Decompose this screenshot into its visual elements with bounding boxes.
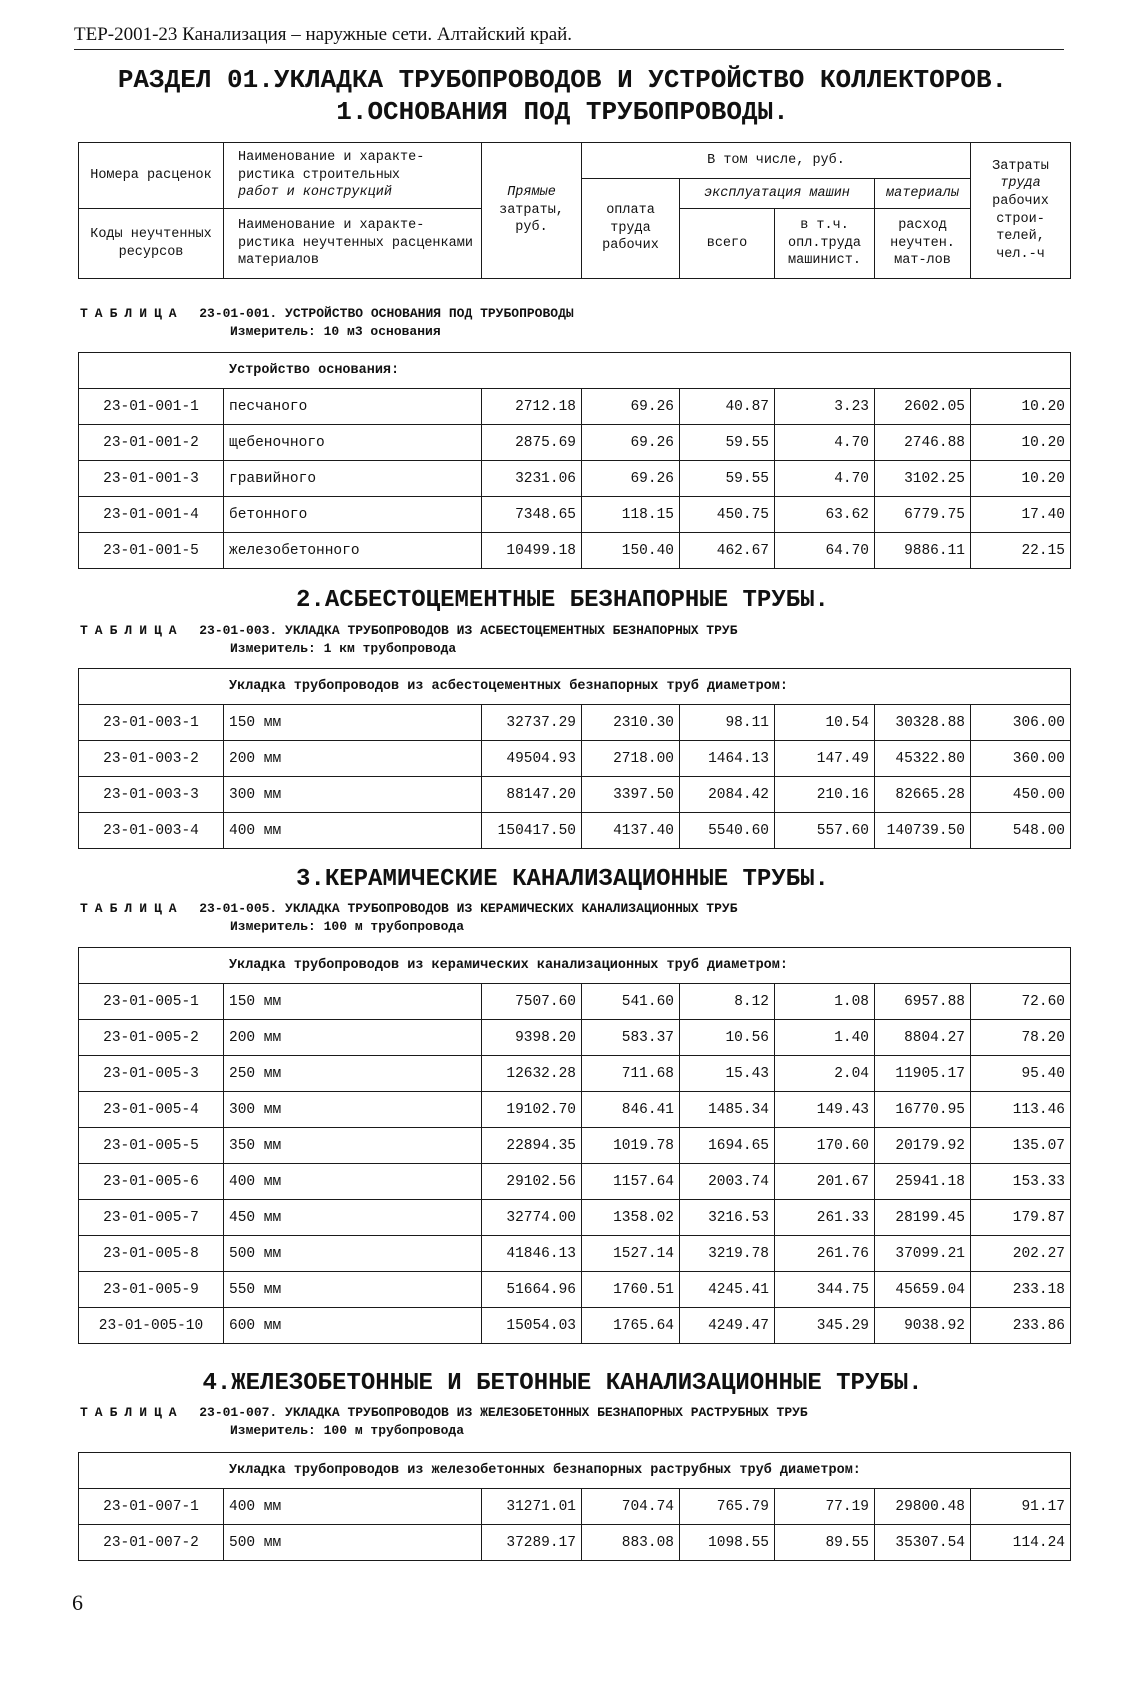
table-row	[79, 1056, 1071, 1092]
table-row	[79, 1200, 1071, 1236]
hdr-kody: Коды неучтенных ресурсов	[79, 209, 224, 279]
value-cell: 6779.75	[875, 497, 971, 533]
rate-code: 23-01-001-5	[79, 533, 224, 569]
table-row	[79, 533, 1071, 569]
table-row	[79, 1308, 1071, 1344]
value-cell: 150.40	[582, 533, 680, 569]
value-cell: 82665.28	[875, 777, 971, 813]
table-row	[79, 1489, 1071, 1525]
value-cell: 10.54	[775, 705, 875, 741]
rate-code: 23-01-005-5	[79, 1128, 224, 1164]
value-cell: 22.15	[971, 533, 1071, 569]
value-cell: 3216.53	[680, 1200, 775, 1236]
value-cell: 10499.18	[482, 533, 582, 569]
value-cell: 28199.45	[875, 1200, 971, 1236]
hdr-zatraty: Затраты труда рабочих строи- телей, чел.-ч	[971, 143, 1071, 279]
hdr-naimen2: Наименование и характе- ристика неучтенных расценками материалов	[224, 209, 482, 279]
rate-code: 23-01-005-4	[79, 1092, 224, 1128]
rate-code: 23-01-001-2	[79, 425, 224, 461]
table-row	[79, 497, 1071, 533]
value-cell: 25941.18	[875, 1164, 971, 1200]
rate-code: 23-01-001-1	[79, 389, 224, 425]
value-cell: 3.23	[775, 389, 875, 425]
rate-code: 23-01-005-8	[79, 1236, 224, 1272]
value-cell: 233.86	[971, 1308, 1071, 1344]
rate-code: 23-01-007-1	[79, 1489, 224, 1525]
value-cell: 345.29	[775, 1308, 875, 1344]
value-cell: 541.60	[582, 984, 680, 1020]
work-description: 600 мм	[224, 1308, 482, 1344]
table-row	[79, 705, 1071, 741]
table-row	[79, 1092, 1071, 1128]
value-cell: 1694.65	[680, 1128, 775, 1164]
value-cell: 2746.88	[875, 425, 971, 461]
subsection-title: 2.АСБЕСТОЦЕМЕНТНЫЕ БЕЗНАПОРНЫЕ ТРУБЫ.	[296, 587, 829, 614]
value-cell: 59.55	[680, 461, 775, 497]
table-row	[79, 1128, 1071, 1164]
value-cell: 140739.50	[875, 813, 971, 849]
value-cell: 4.70	[775, 425, 875, 461]
table-caption: ТАБЛИЦА 23-01-005. УКЛАДКА ТРУБОПРОВОДОВ ИЗ КЕРАМИЧЕСКИХ КАНАЛИЗАЦИОННЫХ ТРУБ Измеритель: 100 м трубопровода	[80, 901, 738, 934]
value-cell: 10.20	[971, 425, 1071, 461]
value-cell: 233.18	[971, 1272, 1071, 1308]
work-description: 500 мм	[224, 1525, 482, 1561]
value-cell: 15054.03	[482, 1308, 582, 1344]
value-cell: 9398.20	[482, 1020, 582, 1056]
value-cell: 202.27	[971, 1236, 1071, 1272]
value-cell: 40.87	[680, 389, 775, 425]
rate-code: 23-01-007-2	[79, 1525, 224, 1561]
value-cell: 45659.04	[875, 1272, 971, 1308]
hdr-rashod: расход неучтен. мат-лов	[875, 209, 971, 279]
rates-table-23-01-007	[78, 1452, 1071, 1561]
rate-code: 23-01-003-3	[79, 777, 224, 813]
value-cell: 3102.25	[875, 461, 971, 497]
work-description: 450 мм	[224, 1200, 482, 1236]
section-title	[0, 64, 1125, 128]
table-row	[79, 1272, 1071, 1308]
table-row	[79, 1525, 1071, 1561]
value-cell: 4245.41	[680, 1272, 775, 1308]
value-cell: 1157.64	[582, 1164, 680, 1200]
table-measure: Измеритель: 100 м трубопровода	[230, 1423, 465, 1438]
value-cell: 95.40	[971, 1056, 1071, 1092]
hdr-v-tom-chisle: В том числе, руб.	[582, 143, 971, 179]
value-cell: 360.00	[971, 741, 1071, 777]
work-description: 150 мм	[224, 705, 482, 741]
rate-code: 23-01-003-1	[79, 705, 224, 741]
value-cell: 9886.11	[875, 533, 971, 569]
value-cell: 8804.27	[875, 1020, 971, 1056]
subsection-title: 3.КЕРАМИЧЕСКИЕ КАНАЛИЗАЦИОННЫЕ ТРУБЫ.	[296, 866, 829, 893]
value-cell: 2084.42	[680, 777, 775, 813]
work-description: 400 мм	[224, 1164, 482, 1200]
value-cell: 450.75	[680, 497, 775, 533]
value-cell: 89.55	[775, 1525, 875, 1561]
value-cell: 1358.02	[582, 1200, 680, 1236]
work-description: 300 мм	[224, 1092, 482, 1128]
value-cell: 49504.93	[482, 741, 582, 777]
table-caption: ТАБЛИЦА 23-01-007. УКЛАДКА ТРУБОПРОВОДОВ ИЗ ЖЕЛЕЗОБЕТОННЫХ БЕЗНАПОРНЫХ РАСТРУБНЫХ ТРУБ Измеритель: 100 м трубопровода	[80, 1405, 808, 1438]
value-cell: 261.76	[775, 1236, 875, 1272]
value-cell: 22894.35	[482, 1128, 582, 1164]
value-cell: 51664.96	[482, 1272, 582, 1308]
value-cell: 583.37	[582, 1020, 680, 1056]
value-cell: 12632.28	[482, 1056, 582, 1092]
value-cell: 261.33	[775, 1200, 875, 1236]
value-cell: 846.41	[582, 1092, 680, 1128]
value-cell: 1.08	[775, 984, 875, 1020]
value-cell: 29102.56	[482, 1164, 582, 1200]
value-cell: 17.40	[971, 497, 1071, 533]
work-description: 350 мм	[224, 1128, 482, 1164]
value-cell: 59.55	[680, 425, 775, 461]
value-cell: 10.20	[971, 461, 1071, 497]
value-cell: 41846.13	[482, 1236, 582, 1272]
hdr-materialy: материалы	[875, 179, 971, 209]
table-row	[79, 1020, 1071, 1056]
value-cell: 2712.18	[482, 389, 582, 425]
hdr-naimen-italic: работ и конструкций	[238, 185, 392, 201]
table-subheading: Устройство основания:	[79, 353, 1071, 389]
value-cell: 2310.30	[582, 705, 680, 741]
hdr-nomera: Номера расценок	[79, 143, 224, 209]
table-subheading-row	[79, 353, 1071, 389]
table-row	[79, 1164, 1071, 1200]
value-cell: 1765.64	[582, 1308, 680, 1344]
hdr-v-t-ch: в т.ч. опл.труда машинист.	[775, 209, 875, 279]
value-cell: 11905.17	[875, 1056, 971, 1092]
value-cell: 704.74	[582, 1489, 680, 1525]
value-cell: 883.08	[582, 1525, 680, 1561]
work-description: 300 мм	[224, 777, 482, 813]
value-cell: 2875.69	[482, 425, 582, 461]
value-cell: 113.46	[971, 1092, 1071, 1128]
value-cell: 98.11	[680, 705, 775, 741]
rates-table-23-01-005	[78, 947, 1071, 1344]
value-cell: 69.26	[582, 461, 680, 497]
value-cell: 4137.40	[582, 813, 680, 849]
rate-code: 23-01-005-1	[79, 984, 224, 1020]
rate-code: 23-01-005-6	[79, 1164, 224, 1200]
value-cell: 3219.78	[680, 1236, 775, 1272]
value-cell: 45322.80	[875, 741, 971, 777]
table-row	[79, 984, 1071, 1020]
work-description: песчаного	[224, 389, 482, 425]
rate-code: 23-01-005-2	[79, 1020, 224, 1056]
value-cell: 10.20	[971, 389, 1071, 425]
table-measure: Измеритель: 10 м3 основания	[230, 324, 441, 339]
value-cell: 30328.88	[875, 705, 971, 741]
section-title-line1: РАЗДЕЛ 01.УКЛАДКА ТРУБОПРОВОДОВ И УСТРОЙСТВО КОЛЛЕКТОРОВ.	[117, 65, 1008, 95]
subsection-title: 4.ЖЕЛЕЗОБЕТОННЫЕ И БЕТОННЫЕ КАНАЛИЗАЦИОННЫЕ ТРУБЫ.	[202, 1370, 923, 1397]
value-cell: 114.24	[971, 1525, 1071, 1561]
value-cell: 35307.54	[875, 1525, 971, 1561]
work-description: 400 мм	[224, 1489, 482, 1525]
work-description: железобетонного	[224, 533, 482, 569]
column-header-table	[78, 142, 1071, 279]
value-cell: 91.17	[971, 1489, 1071, 1525]
table-subheading: Укладка трубопроводов из асбестоцементных безнапорных труб диаметром:	[79, 669, 1071, 705]
running-header: ТЕР-2001-23 Канализация – наружные сети. Алтайский край.	[74, 24, 1064, 50]
value-cell: 150417.50	[482, 813, 582, 849]
table-row	[79, 389, 1071, 425]
value-cell: 2003.74	[680, 1164, 775, 1200]
value-cell: 31271.01	[482, 1489, 582, 1525]
value-cell: 88147.20	[482, 777, 582, 813]
value-cell: 1464.13	[680, 741, 775, 777]
table-subheading: Укладка трубопроводов из железобетонных безнапорных раструбных труб диаметром:	[79, 1453, 1071, 1489]
rate-code: 23-01-005-9	[79, 1272, 224, 1308]
value-cell: 201.67	[775, 1164, 875, 1200]
table-subheading-row	[79, 669, 1071, 705]
table-row	[79, 777, 1071, 813]
value-cell: 5540.60	[680, 813, 775, 849]
value-cell: 1485.34	[680, 1092, 775, 1128]
value-cell: 8.12	[680, 984, 775, 1020]
hdr-vsego: всего	[680, 209, 775, 279]
rate-code: 23-01-005-3	[79, 1056, 224, 1092]
value-cell: 170.60	[775, 1128, 875, 1164]
value-cell: 4249.47	[680, 1308, 775, 1344]
work-description: 400 мм	[224, 813, 482, 849]
value-cell: 77.19	[775, 1489, 875, 1525]
table-row	[79, 461, 1071, 497]
value-cell: 462.67	[680, 533, 775, 569]
work-description: 200 мм	[224, 1020, 482, 1056]
rates-table-23-01-001	[78, 352, 1071, 569]
value-cell: 7507.60	[482, 984, 582, 1020]
table-row	[79, 1236, 1071, 1272]
value-cell: 32774.00	[482, 1200, 582, 1236]
rate-code: 23-01-001-3	[79, 461, 224, 497]
hdr-pryamye: Прямые затраты, руб.	[482, 143, 582, 279]
value-cell: 210.16	[775, 777, 875, 813]
table-row	[79, 813, 1071, 849]
rate-code: 23-01-005-7	[79, 1200, 224, 1236]
value-cell: 147.49	[775, 741, 875, 777]
value-cell: 179.87	[971, 1200, 1071, 1236]
value-cell: 37289.17	[482, 1525, 582, 1561]
value-cell: 1.40	[775, 1020, 875, 1056]
value-cell: 3231.06	[482, 461, 582, 497]
value-cell: 2.04	[775, 1056, 875, 1092]
work-description: 500 мм	[224, 1236, 482, 1272]
table-caption: ТАБЛИЦА 23-01-001. УСТРОЙСТВО ОСНОВАНИЯ ПОД ТРУБОПРОВОДЫ Измеритель: 10 м3 основания	[80, 306, 574, 339]
value-cell: 15.43	[680, 1056, 775, 1092]
value-cell: 32737.29	[482, 705, 582, 741]
hdr-ekspl: эксплуатация машин	[680, 179, 875, 209]
value-cell: 1760.51	[582, 1272, 680, 1308]
rate-code: 23-01-003-4	[79, 813, 224, 849]
value-cell: 118.15	[582, 497, 680, 533]
section-title-line2: 1.ОСНОВАНИЯ ПОД ТРУБОПРОВОДЫ.	[336, 97, 789, 127]
value-cell: 2602.05	[875, 389, 971, 425]
work-description: гравийного	[224, 461, 482, 497]
value-cell: 1527.14	[582, 1236, 680, 1272]
table-caption: ТАБЛИЦА 23-01-003. УКЛАДКА ТРУБОПРОВОДОВ ИЗ АСБЕСТОЦЕМЕНТНЫХ БЕЗНАПОРНЫХ ТРУБ Измеритель: 1 км трубопровода	[80, 623, 738, 656]
work-description: бетонного	[224, 497, 482, 533]
value-cell: 153.33	[971, 1164, 1071, 1200]
table-measure: Измеритель: 1 км трубопровода	[230, 641, 457, 656]
value-cell: 10.56	[680, 1020, 775, 1056]
value-cell: 16770.95	[875, 1092, 971, 1128]
value-cell: 72.60	[971, 984, 1071, 1020]
table-row	[79, 425, 1071, 461]
table-measure: Измеритель: 100 м трубопровода	[230, 919, 465, 934]
value-cell: 450.00	[971, 777, 1071, 813]
value-cell: 78.20	[971, 1020, 1071, 1056]
table-subheading-row	[79, 948, 1071, 984]
value-cell: 63.62	[775, 497, 875, 533]
value-cell: 2718.00	[582, 741, 680, 777]
rate-code: 23-01-003-2	[79, 741, 224, 777]
value-cell: 6957.88	[875, 984, 971, 1020]
value-cell: 9038.92	[875, 1308, 971, 1344]
rate-code: 23-01-005-10	[79, 1308, 224, 1344]
value-cell: 69.26	[582, 425, 680, 461]
value-cell: 135.07	[971, 1128, 1071, 1164]
value-cell: 7348.65	[482, 497, 582, 533]
rates-table-23-01-003	[78, 668, 1071, 849]
work-description: щебеночного	[224, 425, 482, 461]
hdr-oplata: оплата труда рабочих	[582, 179, 680, 279]
value-cell: 4.70	[775, 461, 875, 497]
table-row	[79, 741, 1071, 777]
table-subheading-row	[79, 1453, 1071, 1489]
hdr-naimen: Наименование и характе- ристика строительных работ и конструкций	[224, 143, 482, 209]
value-cell: 344.75	[775, 1272, 875, 1308]
value-cell: 20179.92	[875, 1128, 971, 1164]
value-cell: 306.00	[971, 705, 1071, 741]
value-cell: 557.60	[775, 813, 875, 849]
value-cell: 37099.21	[875, 1236, 971, 1272]
value-cell: 1098.55	[680, 1525, 775, 1561]
work-description: 200 мм	[224, 741, 482, 777]
work-description: 150 мм	[224, 984, 482, 1020]
value-cell: 29800.48	[875, 1489, 971, 1525]
value-cell: 711.68	[582, 1056, 680, 1092]
value-cell: 64.70	[775, 533, 875, 569]
value-cell: 1019.78	[582, 1128, 680, 1164]
work-description: 250 мм	[224, 1056, 482, 1092]
table-subheading: Укладка трубопроводов из керамических канализационных труб диаметром:	[79, 948, 1071, 984]
page-number: 6	[72, 1590, 83, 1615]
work-description: 550 мм	[224, 1272, 482, 1308]
value-cell: 548.00	[971, 813, 1071, 849]
value-cell: 19102.70	[482, 1092, 582, 1128]
value-cell: 69.26	[582, 389, 680, 425]
rate-code: 23-01-001-4	[79, 497, 224, 533]
value-cell: 3397.50	[582, 777, 680, 813]
value-cell: 149.43	[775, 1092, 875, 1128]
value-cell: 765.79	[680, 1489, 775, 1525]
